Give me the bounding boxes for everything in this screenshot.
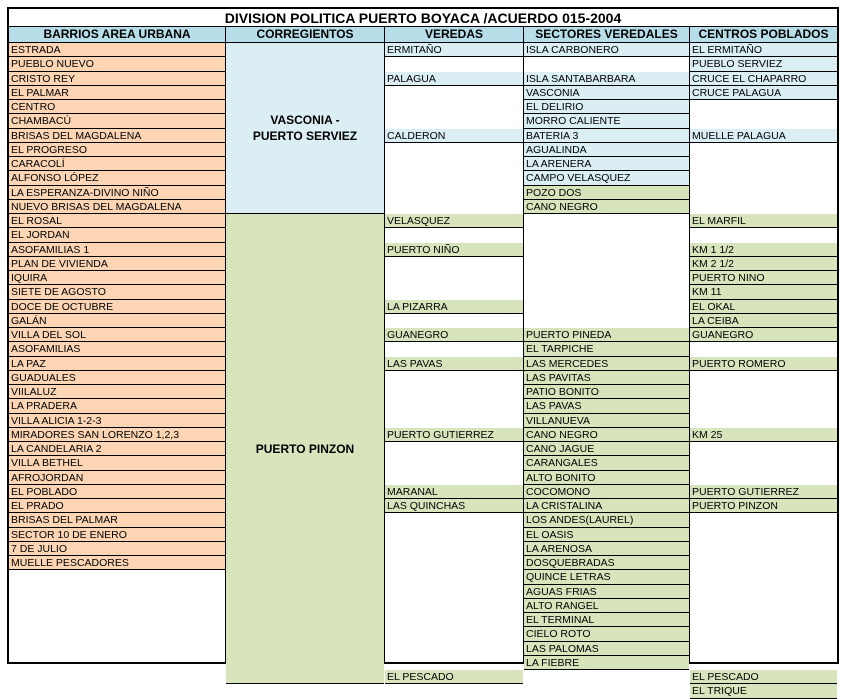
barrio-cell: SECTOR 10 DE ENERO	[9, 528, 225, 542]
barrio-cell: PUEBLO NUEVO	[9, 57, 225, 71]
sector-cell: LA ARENOSA	[524, 542, 689, 556]
barrio-cell: ALFONSO LÓPEZ	[9, 171, 225, 185]
barrio-cell: GALÁN	[9, 314, 225, 328]
vereda-cell: PUERTO NIÑO	[385, 243, 523, 257]
barrio-cell: ESTRADA	[9, 43, 225, 57]
sector-cell: VILLANUEVA	[524, 414, 689, 428]
sector-cell: CANO NEGRO	[524, 200, 689, 214]
barrio-cell: VIILALUZ	[9, 385, 225, 399]
header-barrios: BARRIOS AREA URBANA	[9, 27, 226, 43]
sector-cell: EL TARPICHE	[524, 342, 689, 356]
vereda-cell: GUANEGRO	[385, 328, 523, 342]
centro-cell: PUERTO ROMERO	[690, 357, 837, 371]
sector-cell: DOSQUEBRADAS	[524, 556, 689, 570]
division-politica-table	[7, 7, 839, 698]
vereda-cell: MARANAL	[385, 485, 523, 499]
vereda-cell: PALAGUA	[385, 72, 523, 86]
column-divider	[689, 27, 690, 662]
barrio-cell: ASOFAMILIAS 1	[9, 243, 225, 257]
sector-cell: LAS PALOMAS	[524, 642, 689, 656]
barrio-cell: VILLA DEL SOL	[9, 328, 225, 342]
sector-cell: PATIO BONITO	[524, 385, 689, 399]
sector-cell: CARANGALES	[524, 456, 689, 470]
centro-cell: PUERTO GUTIERREZ	[690, 485, 837, 499]
sector-cell: LA ARENERA	[524, 157, 689, 171]
sector-cell: CIELO ROTO	[524, 627, 689, 641]
vereda-cell: CALDERON	[385, 129, 523, 143]
sector-cell: BATERIA 3	[524, 129, 689, 143]
barrio-cell: EL PROGRESO	[9, 143, 225, 157]
barrio-cell: LA PRADERA	[9, 399, 225, 413]
centro-cell: KM 11	[690, 285, 837, 299]
sector-cell: ISLA CARBONERO	[524, 43, 689, 57]
barrio-cell: DOCE DE OCTUBRE	[9, 300, 225, 314]
sector-cell: AGUAS FRIAS	[524, 585, 689, 599]
centro-cell: EL MARFIL	[690, 214, 837, 228]
centro-cell: EL TRIQUE	[690, 684, 837, 698]
sector-cell: ALTO BONITO	[524, 471, 689, 485]
vereda-cell: EL PESCADO	[385, 670, 523, 684]
centro-cell: GUANEGRO	[690, 328, 837, 342]
sector-cell: LAS PAVITAS	[524, 371, 689, 385]
sector-cell: CANO JAGUE	[524, 442, 689, 456]
barrio-cell: ASOFAMILIAS	[9, 342, 225, 356]
sector-cell: PUERTO PINEDA	[524, 328, 689, 342]
barrio-cell: EL POBLADO	[9, 485, 225, 499]
centro-cell: CRUCE EL CHAPARRO	[690, 72, 837, 86]
sector-cell: LOS ANDES(LAUREL)	[524, 513, 689, 527]
vereda-cell: PUERTO GUTIERREZ	[385, 428, 523, 442]
barrio-cell: LA ESPERANZA-DIVINO NIÑO	[9, 186, 225, 200]
corregimiento-cell: VASCONIA - PUERTO SERVIEZ	[226, 43, 384, 214]
barrio-cell: CRISTO REY	[9, 72, 225, 86]
barrio-cell: CARACOLÍ	[9, 157, 225, 171]
centro-cell: EL OKAL	[690, 300, 837, 314]
vereda-cell: LAS PAVAS	[385, 357, 523, 371]
barrio-cell: CENTRO	[9, 100, 225, 114]
table-title: DIVISION POLITICA PUERTO BOYACA /ACUERDO 015-2004	[9, 9, 837, 27]
header-corregimientos: CORREGIENTOS	[226, 27, 385, 43]
barrio-cell: GUADUALES	[9, 371, 225, 385]
barrio-cell: AFROJORDAN	[9, 471, 225, 485]
centro-cell: KM 25	[690, 428, 837, 442]
sector-cell: EL OASIS	[524, 528, 689, 542]
barrio-cell: CHAMBACÚ	[9, 114, 225, 128]
centro-cell: LA CEIBA	[690, 314, 837, 328]
header-centros: CENTROS POBLADOS	[690, 27, 837, 43]
sector-cell: VASCONIA	[524, 86, 689, 100]
sector-cell: LAS MERCEDES	[524, 357, 689, 371]
header-sectores: SECTORES VEREDALES	[524, 27, 690, 43]
sector-cell: CAMPO VELASQUEZ	[524, 171, 689, 185]
centro-cell: EL PESCADO	[690, 670, 837, 684]
barrio-cell: EL PALMAR	[9, 86, 225, 100]
barrio-cell: VILLA BETHEL	[9, 456, 225, 470]
barrio-cell: BRISAS DEL MAGDALENA	[9, 129, 225, 143]
column-divider	[384, 27, 385, 662]
sector-cell: AGUALINDA	[524, 143, 689, 157]
sector-cell: LA FIEBRE	[524, 656, 689, 670]
barrio-cell: IQUIRA	[9, 271, 225, 285]
barrio-cell: MIRADORES SAN LORENZO 1,2,3	[9, 428, 225, 442]
barrio-cell: EL PRADO	[9, 499, 225, 513]
column-divider	[523, 27, 524, 662]
corregimiento-cell: PUERTO PINZON	[226, 214, 384, 684]
sector-cell: COCOMONO	[524, 485, 689, 499]
centro-cell: EL ERMITAÑO	[690, 43, 837, 57]
barrio-cell: MUELLE PESCADORES	[9, 556, 225, 570]
vereda-cell: VELASQUEZ	[385, 214, 523, 228]
column-divider	[225, 27, 226, 662]
barrio-cell: VILLA ALICIA 1-2-3	[9, 414, 225, 428]
centro-cell: MUELLE PALAGUA	[690, 129, 837, 143]
sector-cell: QUINCE LETRAS	[524, 570, 689, 584]
vereda-cell: LAS QUINCHAS	[385, 499, 523, 513]
header-veredas: VEREDAS	[385, 27, 524, 43]
vereda-cell: LA PIZARRA	[385, 300, 523, 314]
centro-cell: KM 1 1/2	[690, 243, 837, 257]
sector-cell: LA CRISTALINA	[524, 499, 689, 513]
barrio-cell: LA PAZ	[9, 357, 225, 371]
sector-cell: MORRO CALIENTE	[524, 114, 689, 128]
sector-cell: EL TERMINAL	[524, 613, 689, 627]
barrio-cell: EL ROSAL	[9, 214, 225, 228]
sector-cell: ALTO RANGEL	[524, 599, 689, 613]
barrio-cell: EL JORDAN	[9, 228, 225, 242]
sector-cell: CANO NEGRO	[524, 428, 689, 442]
vereda-cell: ERMITAÑO	[385, 43, 523, 57]
sector-cell: EL DELIRIO	[524, 100, 689, 114]
centro-cell: PUEBLO SERVIEZ	[690, 57, 837, 71]
sector-cell: POZO DOS	[524, 186, 689, 200]
barrio-cell: SIETE DE AGOSTO	[9, 285, 225, 299]
centro-cell: CRUCE PALAGUA	[690, 86, 837, 100]
barrio-cell: NUEVO BRISAS DEL MAGDALENA	[9, 200, 225, 214]
barrio-cell: PLAN DE VIVIENDA	[9, 257, 225, 271]
sector-cell: LAS PAVAS	[524, 399, 689, 413]
barrio-cell: BRISAS DEL PALMAR	[9, 513, 225, 527]
centro-cell: KM 2 1/2	[690, 257, 837, 271]
sector-cell: ISLA SANTABARBARA	[524, 72, 689, 86]
barrio-cell: LA CANDELARIA 2	[9, 442, 225, 456]
barrio-cell: 7 DE JULIO	[9, 542, 225, 556]
centro-cell: PUERTO PINZON	[690, 499, 837, 513]
centro-cell: PUERTO NINO	[690, 271, 837, 285]
